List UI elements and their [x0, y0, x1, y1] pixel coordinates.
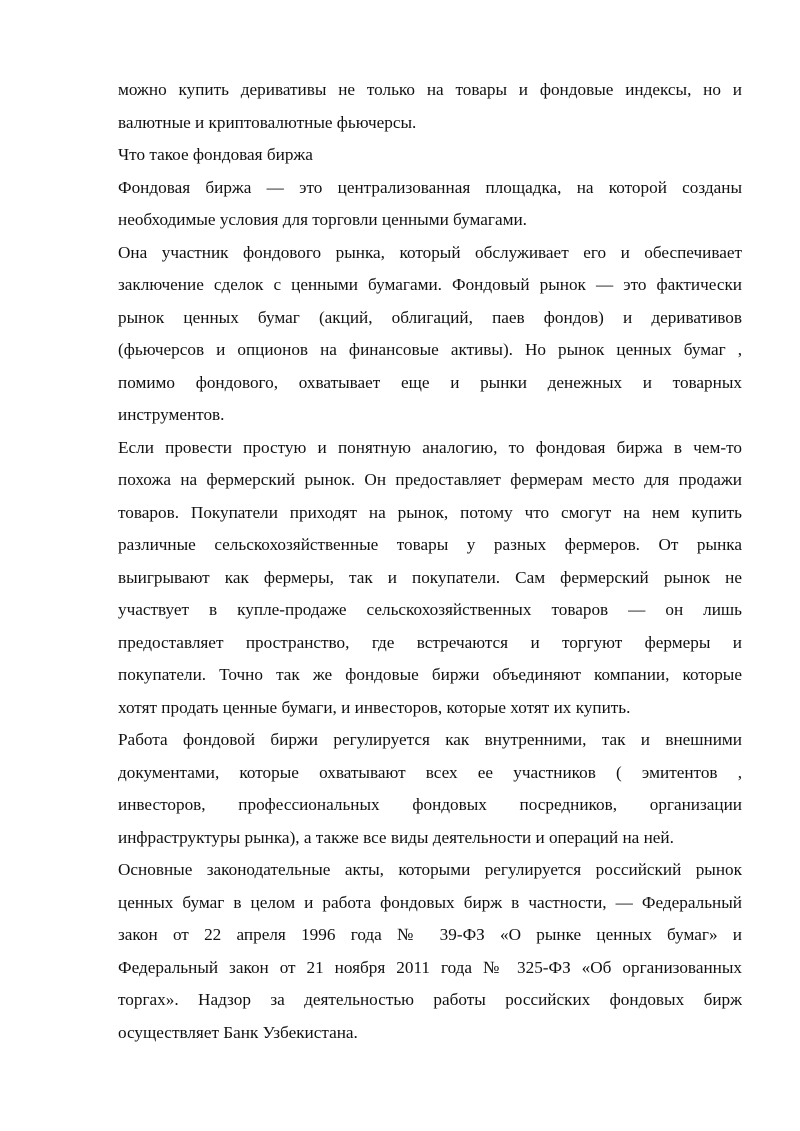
paragraph	[118, 237, 742, 432]
text-line: хотят продать ценные бумаги, и инвесторов, которые хотят их купить.	[118, 697, 631, 717]
paragraph	[118, 172, 742, 237]
text-line: инструментов.	[118, 405, 225, 424]
document-page	[118, 74, 742, 1049]
text-line: валютные и криптовалютные фьючерсы.	[118, 112, 417, 132]
text-line: Федеральный закон от 21 ноября 2011 года № 325-ФЗ «Об организованных	[118, 957, 742, 977]
text-line: различные сельскохозяйственные товары у разных фермеров. От рынка	[118, 535, 742, 554]
text-line: документами, которые охватывают всех ее участников ( эмитентов ,	[118, 762, 742, 782]
text-line: инвесторов, профессиональных фондовых посредников, организации	[118, 795, 742, 814]
text-line: помимо фондового, охватывает еще и рынки денежных и товарных	[118, 372, 742, 392]
text-line: торгах». Надзор за деятельностью работы российских фондовых бирж	[118, 990, 742, 1009]
text-line: товаров. Покупатели приходят на рынок, потому что смогут на нем купить	[118, 502, 742, 522]
text-line: предоставляет пространство, где встречаются и торгуют фермеры и	[118, 632, 742, 652]
paragraph	[118, 74, 742, 139]
text-line: Она участник фондового рынка, который обслуживает его и обеспечивает	[118, 242, 742, 262]
paragraph	[118, 139, 742, 172]
text-line: заключение сделок с ценными бумагами. Фондовый рынок — это фактически	[118, 275, 742, 294]
text-line: Работа фондовой биржи регулируется как внутренними, так и внешними	[118, 730, 742, 749]
text-line: выигрывают как фермеры, так и покупатели. Сам фермерский рынок не	[118, 567, 742, 587]
paragraph	[118, 432, 742, 725]
text-line: Что такое фондовая биржа	[118, 145, 313, 164]
text-line: осуществляет Банк Узбекистана.	[118, 1022, 358, 1042]
paragraph	[118, 724, 742, 854]
text-line: необходимые условия для торговли ценными бумагами.	[118, 210, 527, 229]
paragraph	[118, 854, 742, 1049]
text-line: Фондовая биржа — это централизованная площадка, на которой созданы	[118, 177, 742, 197]
text-line: Если провести простую и понятную аналогию, то фондовая биржа в чем-то	[118, 437, 742, 457]
text-line: похожа на фермерский рынок. Он предоставляет фермерам место для продажи	[118, 470, 742, 489]
text-line: рынок ценных бумаг (акций, облигаций, паев фондов) и деривативов	[118, 307, 742, 327]
text-line: инфраструктуры рынка), а также все виды деятельности и операций на ней.	[118, 827, 674, 847]
text-line: ценных бумаг в целом и работа фондовых бирж в частности, — Федеральный	[118, 892, 742, 912]
text-line: (фьючерсов и опционов на финансовые активы). Но рынок ценных бумаг ,	[118, 340, 742, 359]
text-line: покупатели. Точно так же фондовые биржи объединяют компании, которые	[118, 665, 742, 684]
text-line: Основные законодательные акты, которыми регулируется российский рынок	[118, 860, 742, 879]
text-line: закон от 22 апреля 1996 года № 39-ФЗ «О рынке ценных бумаг» и	[118, 925, 742, 944]
text-line: участвует в купле-продаже сельскохозяйственных товаров — он лишь	[118, 600, 742, 619]
text-line: можно купить деривативы не только на товары и фондовые индексы, но и	[118, 80, 742, 99]
